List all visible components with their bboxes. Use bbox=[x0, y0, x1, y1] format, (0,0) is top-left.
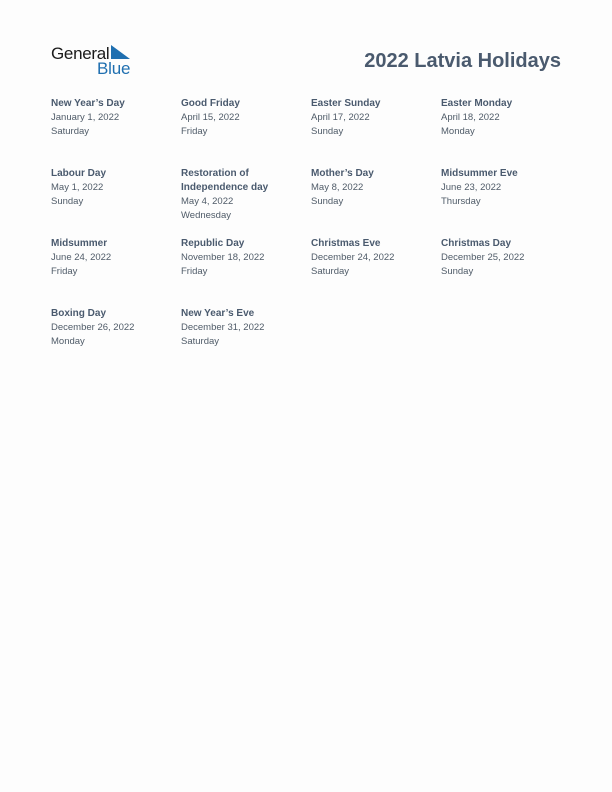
holiday-item bbox=[311, 237, 435, 278]
holiday-weekday: Sunday bbox=[311, 125, 344, 137]
holiday-name: Boxing Day bbox=[51, 308, 107, 319]
holiday-weekday: Sunday bbox=[311, 195, 344, 207]
holiday-name: Mother’s Day bbox=[311, 168, 374, 179]
logo-text-blue: Blue bbox=[97, 59, 131, 78]
holiday-item bbox=[181, 237, 305, 278]
holiday-name: Labour Day bbox=[51, 168, 107, 179]
holiday-name: Good Friday bbox=[181, 98, 240, 109]
holiday-name: New Year’s Eve bbox=[181, 308, 255, 319]
holiday-weekday: Saturday bbox=[181, 335, 220, 347]
holiday-date: December 31, 2022 bbox=[181, 322, 265, 333]
holiday-weekday: Friday bbox=[51, 265, 78, 277]
holiday-weekday: Friday bbox=[181, 125, 208, 137]
holiday-date: December 26, 2022 bbox=[51, 322, 135, 333]
holiday-weekday: Sunday bbox=[441, 265, 474, 277]
holiday-date: December 25, 2022 bbox=[441, 252, 525, 263]
logo-text-general: General bbox=[51, 44, 110, 63]
holiday-name: Republic Day bbox=[181, 238, 245, 249]
holiday-weekday: Friday bbox=[181, 265, 208, 277]
holiday-date: November 18, 2022 bbox=[181, 252, 265, 263]
holiday-grid bbox=[51, 97, 571, 377]
holiday-name: New Year’s Day bbox=[51, 98, 125, 109]
holiday-weekday: Sunday bbox=[51, 195, 84, 207]
holiday-name: Christmas Day bbox=[441, 238, 512, 249]
holiday-date: May 4, 2022 bbox=[181, 196, 234, 207]
holiday-item bbox=[181, 307, 305, 348]
holiday-item bbox=[181, 167, 291, 222]
holiday-date: December 24, 2022 bbox=[311, 252, 395, 263]
holiday-weekday: Saturday bbox=[51, 125, 90, 137]
holiday-item bbox=[51, 167, 175, 208]
holiday-weekday: Monday bbox=[51, 335, 85, 347]
holiday-item bbox=[51, 97, 175, 138]
holiday-item bbox=[441, 237, 565, 278]
holiday-date: June 23, 2022 bbox=[441, 182, 502, 193]
holiday-weekday: Monday bbox=[441, 125, 475, 137]
holiday-date: May 1, 2022 bbox=[51, 182, 104, 193]
holiday-name: Easter Sunday bbox=[311, 98, 381, 109]
holiday-name: Midsummer Eve bbox=[441, 168, 518, 179]
holiday-date: January 1, 2022 bbox=[51, 112, 120, 123]
holiday-item bbox=[441, 167, 565, 208]
holiday-date: June 24, 2022 bbox=[51, 252, 112, 263]
holiday-weekday: Wednesday bbox=[181, 209, 231, 221]
holiday-item bbox=[51, 307, 175, 348]
holiday-date: April 15, 2022 bbox=[181, 112, 240, 123]
holiday-name: Easter Monday bbox=[441, 98, 513, 109]
logo-triangle-icon bbox=[111, 45, 131, 60]
page-title: 2022 Latvia Holidays bbox=[364, 50, 561, 72]
holiday-name: Christmas Eve bbox=[311, 238, 381, 249]
holiday-item bbox=[441, 97, 565, 138]
holiday-weekday: Thursday bbox=[441, 195, 481, 207]
holiday-weekday: Saturday bbox=[311, 265, 350, 277]
generalblue-logo bbox=[51, 44, 141, 78]
holiday-item bbox=[311, 97, 435, 138]
holiday-date: April 18, 2022 bbox=[441, 112, 500, 123]
holiday-date: May 8, 2022 bbox=[311, 182, 364, 193]
holiday-item bbox=[311, 167, 435, 208]
holiday-name: Midsummer bbox=[51, 238, 108, 249]
holiday-item bbox=[51, 237, 175, 278]
holiday-date: April 17, 2022 bbox=[311, 112, 370, 123]
holiday-item bbox=[181, 97, 305, 138]
holiday-name: Restoration of Independence day bbox=[181, 168, 269, 193]
